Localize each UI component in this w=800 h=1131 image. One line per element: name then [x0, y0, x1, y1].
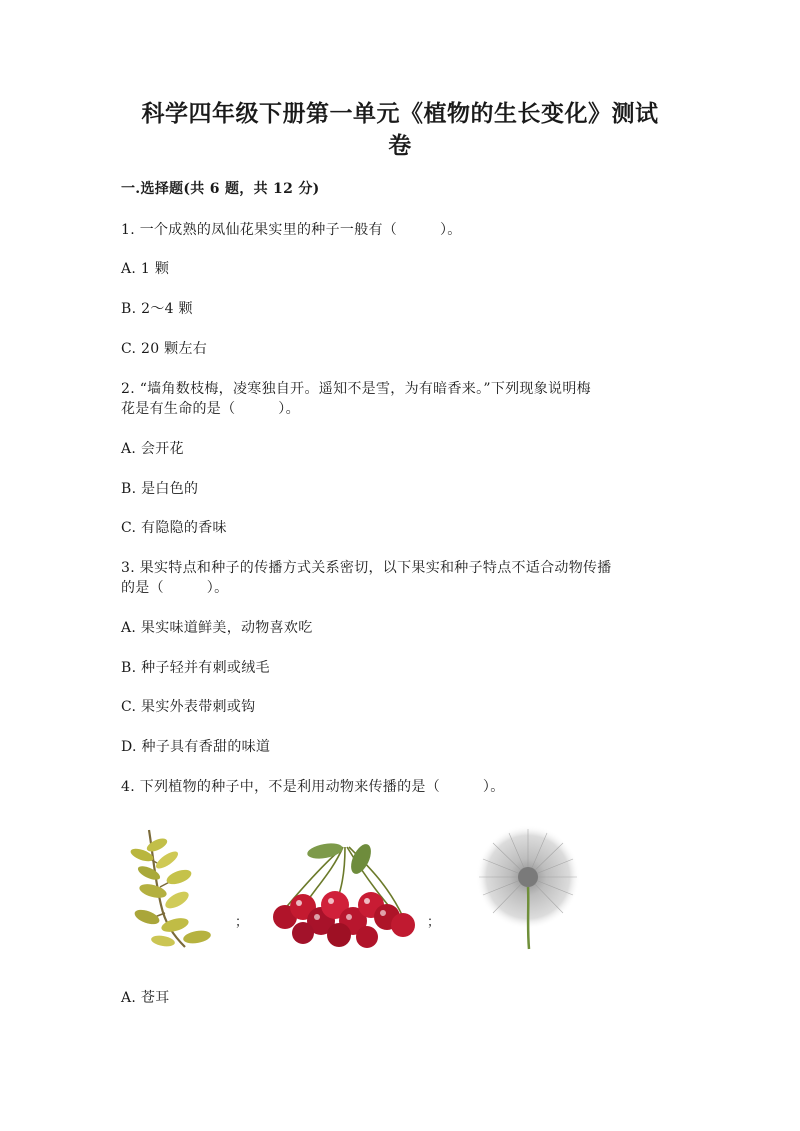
dandelion-image: [471, 825, 586, 950]
question-1-option-c: C. 20 颗左右: [121, 341, 208, 357]
dandelion-illustration: [471, 825, 586, 950]
question-1-option-a: A. 1 颗: [121, 261, 170, 277]
question-2-option-b: B. 是白色的: [121, 481, 199, 497]
section-heading: 一.选择题(共 6 题，共 12 分): [121, 181, 320, 197]
image-separator-2: ；: [427, 915, 441, 930]
willow-catkin-illustration: [127, 825, 227, 950]
cherries-illustration: [263, 825, 423, 950]
question-1-option-b: B. 2～4 颗: [121, 301, 193, 317]
question-3-option-a: A. 果实味道鲜美，动物喜欢吃: [121, 620, 313, 636]
page-title: [120, 98, 680, 162]
title-line-1: 科学四年级下册第一单元《植物的生长变化》测试: [141, 100, 659, 127]
question-3-option-d: D. 种子具有香甜的味道: [121, 739, 271, 755]
question-3-stem-line-1: 3. 果实特点和种子的传播方式关系密切，以下果实和种子特点不适合动物传播: [121, 560, 612, 576]
question-2-option-c: C. 有隐隐的香味: [121, 520, 227, 536]
question-4-images: [121, 825, 601, 950]
question-2-stem-line-2: 花是有生命的是（ ）。: [121, 401, 300, 417]
willow-catkin-image: [127, 825, 227, 950]
question-4-stem: 4. 下列植物的种子中，不是利用动物来传播的是（ ）。: [121, 779, 505, 795]
question-1-stem: 1. 一个成熟的凤仙花果实里的种子一般有（ ）。: [121, 222, 462, 238]
question-4-option-a: A. 苍耳: [121, 990, 170, 1006]
question-3-option-b: B. 种子轻并有刺或绒毛: [121, 660, 270, 676]
question-2-option-a: A. 会开花: [121, 441, 184, 457]
question-2-stem-line-1: 2. “墙角数枝梅，凌寒独自开。遥知不是雪，为有暗香来。”下列现象说明梅: [121, 381, 591, 397]
cherries-image: [263, 825, 423, 950]
question-3-stem-line-2: 的是（ ）。: [121, 580, 229, 596]
question-3-option-c: C. 果实外表带刺或钩: [121, 699, 256, 715]
title-line-2: 卷: [388, 132, 412, 159]
image-separator-1: ；: [235, 915, 249, 930]
